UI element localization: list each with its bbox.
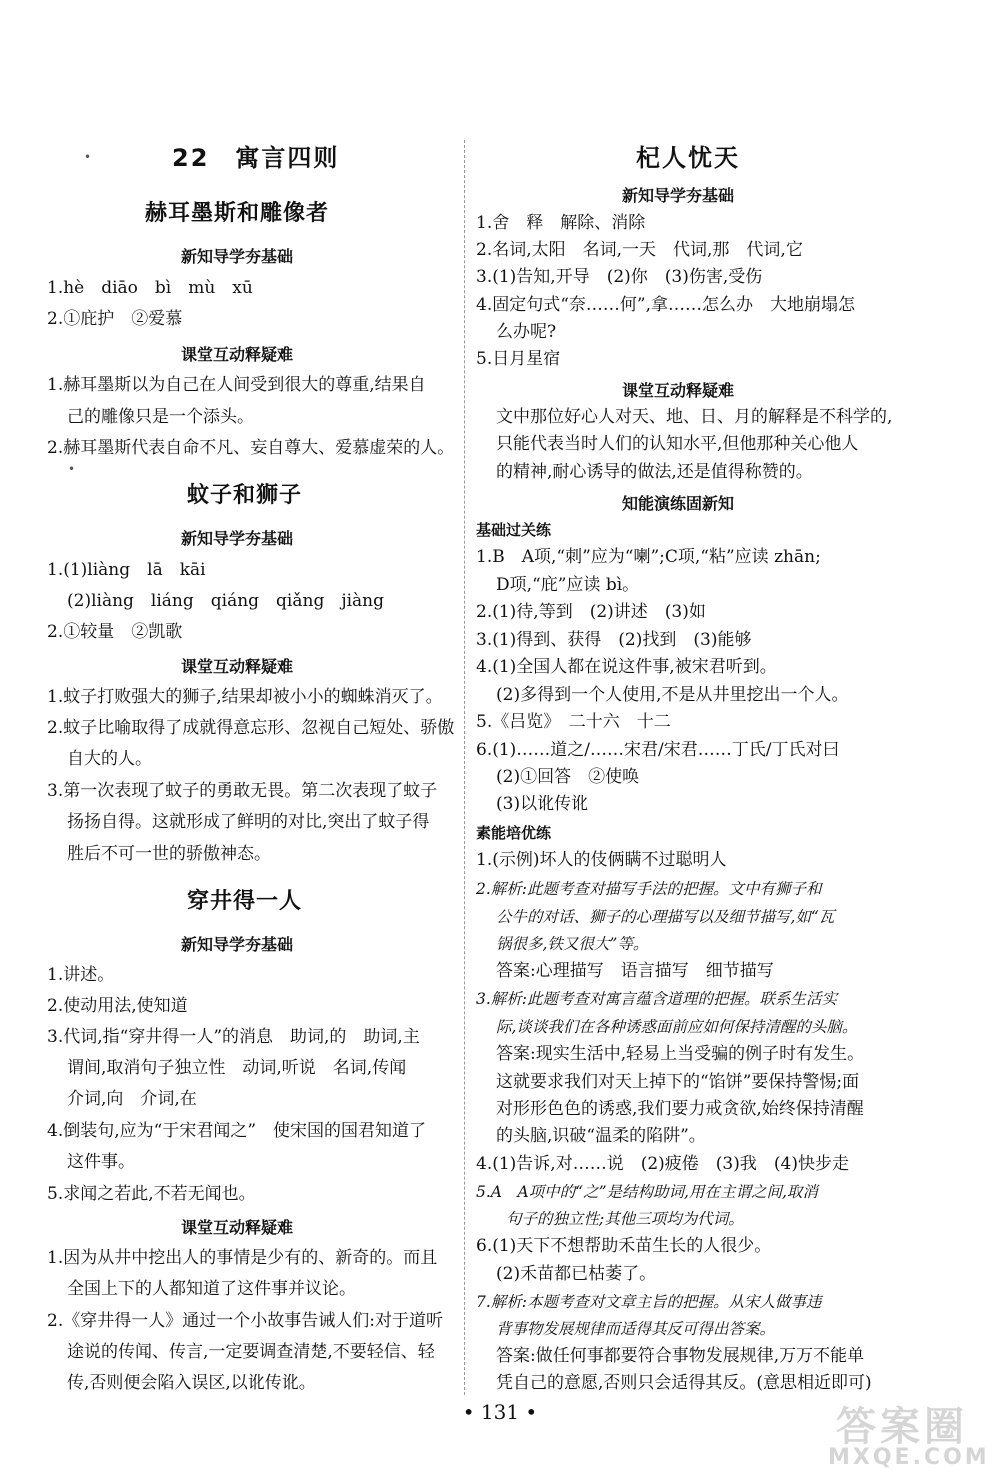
text-line: 全国上下的人都知道了这件事并议论。 xyxy=(67,1279,356,1299)
text-line: 际,谈谈我们在各种诱惑面前应如何保持清醒的头脑。 xyxy=(496,1018,858,1036)
text-line: 答案:心理描写 语言描写 细节描写 xyxy=(496,961,774,981)
text-line: 句子的独立性;其他三项均为代词。 xyxy=(506,1210,744,1228)
text-line: 5.日月星宿 xyxy=(476,349,561,369)
text-line: 6.(1)天下不想帮助禾苗生长的人很少。 xyxy=(476,1236,772,1256)
lesson-title-3: 穿井得一人 xyxy=(187,889,303,914)
text-line: (2)多得到一个人使用,不是从井里挖出一个人。 xyxy=(496,685,849,705)
section-heading: 课堂互动释疑难 xyxy=(181,345,294,364)
text-line: 2.《穿井得一人》通过一个小故事告诫人们:对于道听 xyxy=(47,1311,443,1331)
text-line: (2)禾苗都已枯萎了。 xyxy=(496,1264,657,1284)
text-line: 背事物发展规律而适得其反可得出答案。 xyxy=(496,1320,776,1338)
text-line: 胜后不可一世的骄傲神态。 xyxy=(67,844,271,864)
lesson-title-4: 杞人忧天 xyxy=(636,144,740,172)
text-line: 介词,向 介词,在 xyxy=(67,1089,197,1109)
text-line: 1.hè diāo bì mù xū xyxy=(47,278,253,298)
text-line: 3.解析:此题考查对寓言蕴含道理的把握。联系生活实 xyxy=(476,990,838,1008)
text-line: 1.蚊子打败强大的狮子,结果却被小小的蜘蛛消灭了。 xyxy=(47,687,443,707)
text-line: 途说的传闻、传言,一定要调查清楚,不要轻信、轻 xyxy=(67,1342,435,1362)
text-line: 2.使动用法,使知道 xyxy=(47,996,188,1016)
text-line: 么办呢? xyxy=(496,322,557,342)
section-heading: 新知导学夯基础 xyxy=(181,935,294,954)
section-heading: 课堂互动释疑难 xyxy=(181,657,294,676)
text-line: 5.A A项中的“之”是结构助词,用在主谓之间,取消 xyxy=(476,1183,818,1201)
text-line: 谓间,取消句子独立性 动词,听说 名词,传闻 xyxy=(67,1058,407,1078)
text-line: 1.讲述。 xyxy=(47,965,115,985)
text-line: 扬扬自得。这就形成了鲜明的对比,突出了蚊子得 xyxy=(67,812,430,832)
text-line: 己的雕像只是一个添头。 xyxy=(67,407,254,427)
text-line: 的精神,耐心诱导的做法,还是值得称赞的。 xyxy=(496,462,813,482)
section-heading: 新知导学夯基础 xyxy=(181,247,294,266)
text-line: 4.固定句式“奈……何”,拿……怎么办 大地崩塌怎 xyxy=(476,295,856,315)
text-line: 2.①庇护 ②爱慕 xyxy=(47,309,183,329)
text-line: 3.第一次表现了蚊子的勇敢无畏。第二次表现了蚊子 xyxy=(47,781,438,801)
text-line: 对形形色色的诱惑,我们要力戒贪欲,始终保持清醒 xyxy=(496,1099,864,1119)
watermark xyxy=(818,1395,988,1475)
lesson-title-2: 蚊子和狮子 xyxy=(187,483,303,508)
text-line: 2.(1)待,等到 (2)讲述 (3)如 xyxy=(476,602,706,622)
section-heading: 新知导学夯基础 xyxy=(181,529,294,548)
watermark-logo-text: 答案圈 xyxy=(836,1404,968,1450)
text-line: (2)①回答 ②使唤 xyxy=(496,767,640,787)
text-line: (2)liàng liáng qiáng qiǎng jiàng xyxy=(67,591,385,611)
subsection-heading: 基础过关练 xyxy=(476,521,552,539)
text-line: 答案:现实生活中,轻易上当受骗的例子时有发生。 xyxy=(496,1044,865,1064)
column-divider xyxy=(464,140,465,1395)
section-heading: 课堂互动释疑难 xyxy=(622,381,735,400)
text-line: 自大的人。 xyxy=(67,749,152,769)
text-line: 5.求闻之若此,不若无闻也。 xyxy=(47,1184,256,1204)
text-line: 这件事。 xyxy=(67,1152,135,1172)
text-line: 凭自己的意愿,否则只会适得其反。(意思相近即可) xyxy=(496,1373,872,1393)
stray-dot: • xyxy=(68,462,76,476)
text-line: 2.赫耳墨斯代表自命不凡、妄自尊大、爱慕虚荣的人。 xyxy=(47,438,455,458)
text-line: 5.《吕览》 二十六 十二 xyxy=(476,712,671,732)
text-line: 锅很多,铁又很大”等。 xyxy=(496,935,649,953)
text-line: 3.(1)得到、获得 (2)找到 (3)能够 xyxy=(476,630,752,650)
text-line: 4.(1)全国人都在说这件事,被宋君听到。 xyxy=(476,657,777,677)
subsection-heading: 素能培优练 xyxy=(476,824,552,842)
section-heading: 课堂互动释疑难 xyxy=(181,1218,294,1237)
text-line: 文中那位好心人对天、地、日、月的解释是不科学的, xyxy=(496,407,893,427)
text-line: 4.(1)告诉,对……说 (2)疲倦 (3)我 (4)快步走 xyxy=(476,1154,849,1174)
text-line: 2.①较量 ②凯歌 xyxy=(47,622,183,642)
text-line: 1.B A项,“刺”应为“喇”;C项,“粘”应读 zhān; xyxy=(476,547,821,567)
text-line: 6.(1)……道之/……宋君/宋君……丁氏/丁氏对曰 xyxy=(476,740,840,760)
text-line: 2.解析:此题考查对描写手法的把握。文中有狮子和 xyxy=(476,880,822,898)
text-line: 传,否则便会陷入误区,以讹传讹。 xyxy=(67,1373,316,1393)
stray-dot: • xyxy=(84,150,92,164)
text-line: (3)以讹传讹 xyxy=(496,794,589,814)
text-line: 1.(示例)坏人的伎俩瞒不过聪明人 xyxy=(476,850,727,870)
page-number: • 131 • xyxy=(462,1400,538,1424)
lesson-title-1: 赫耳墨斯和雕像者 xyxy=(145,201,330,226)
text-line: 只能代表当时人们的认知水平,但他那种关心他人 xyxy=(496,434,859,454)
text-line: 2.蚊子比喻取得了成就得意忘形、忽视自己短处、骄傲 xyxy=(47,718,455,738)
text-line: 1.(1)liàng lā kāi xyxy=(47,560,206,580)
text-line: 的头脑,识破“温柔的陷阱”。 xyxy=(496,1126,706,1146)
text-line: 2.名词,太阳 名词,一天 代词,那 代词,它 xyxy=(476,240,803,260)
text-line: 1.舍 释 解除、消除 xyxy=(476,213,646,233)
text-line: 4.倒装句,应为“于宋君闻之” 使宋国的国君知道了 xyxy=(47,1121,427,1141)
text-line: 公牛的对话、狮子的心理描写以及细节描写,如“瓦 xyxy=(496,908,835,926)
section-heading: 新知导学夯基础 xyxy=(622,186,735,205)
text-line: 1.赫耳墨斯以为自己在人间受到很大的尊重,结果自 xyxy=(47,375,426,395)
text-line: 7.解析:本题考查对文章主旨的把握。从宋人做事违 xyxy=(476,1293,822,1311)
text-line: 1.因为从井中挖出人的事情是少有的、新奇的。而且 xyxy=(47,1248,438,1268)
text-line: 3.代词,指“穿井得一人”的消息 助词,的 助词,主 xyxy=(47,1027,420,1047)
unit-title: 22 寓言四则 xyxy=(172,144,340,172)
text-line: 答案:做任何事都要符合事物发展规律,万万不能单 xyxy=(496,1346,865,1366)
text-line: 3.(1)告知,开导 (2)你 (3)伤害,受伤 xyxy=(476,267,763,287)
section-heading: 知能演练固新知 xyxy=(622,494,735,513)
text-line: 这就要求我们对天上掉下的“馅饼”要保持警惕;面 xyxy=(496,1072,860,1092)
watermark-url: MXQE.COM xyxy=(828,1445,990,1470)
text-line: D项,“庇”应读 bì。 xyxy=(496,575,640,595)
